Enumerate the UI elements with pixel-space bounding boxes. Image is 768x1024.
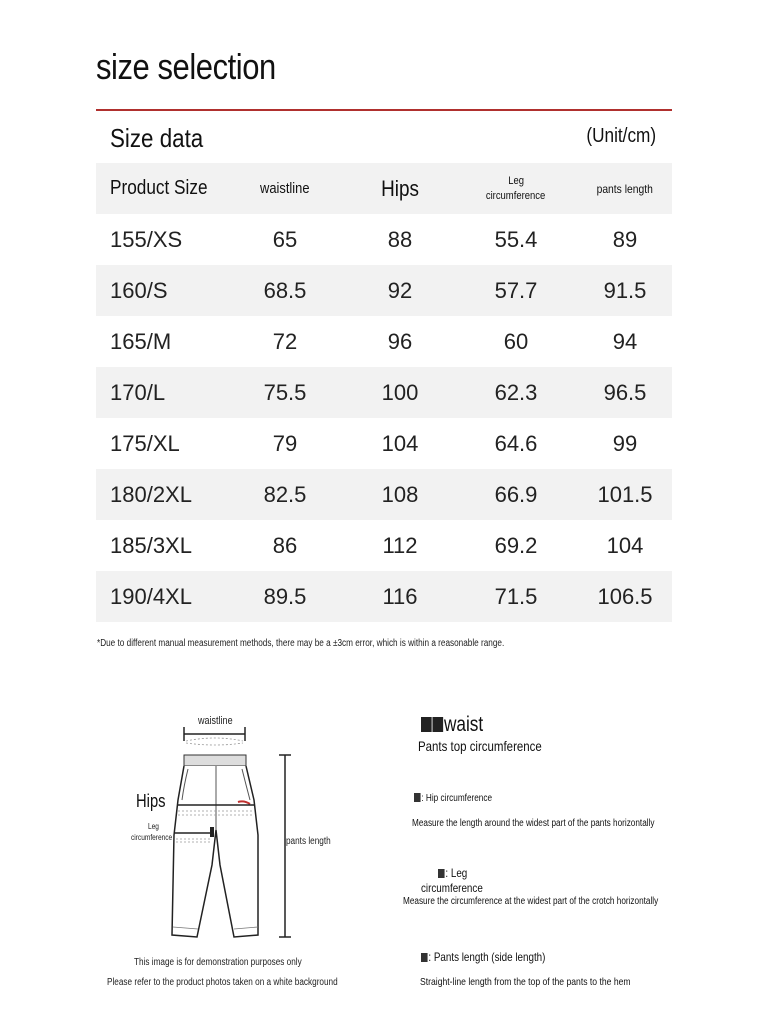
cell-hips: 88 (387, 226, 413, 252)
cell-length: 94 (612, 328, 638, 354)
legend-leg-title-2: circumference (421, 881, 483, 895)
cell-hips: 116 (382, 583, 418, 609)
cell-length: 101.5 (597, 481, 653, 507)
cell-size: 155/XS (110, 226, 183, 252)
diagram-leg-label-2: circumference (131, 833, 173, 842)
table-row (96, 265, 672, 316)
cell-length: 99 (612, 430, 638, 456)
cell-hips: 96 (387, 328, 413, 354)
cell-leg: 64.6 (494, 430, 538, 456)
diagram-waistline-label: waistline (198, 715, 233, 727)
table-row (96, 571, 672, 622)
diagram-caption-2: Please refer to the product photos taken on a white background (107, 977, 338, 988)
cell-length: 89 (612, 226, 638, 252)
cell-hips: 92 (387, 277, 413, 303)
header-waistline: waistline (260, 180, 310, 197)
cell-length: 96.5 (603, 379, 647, 405)
cell-waist: 82.5 (263, 481, 307, 507)
table-row (96, 418, 672, 469)
cell-hips: 112 (382, 532, 418, 558)
cell-leg: 71.5 (494, 583, 538, 609)
diagram-hips-label: Hips (136, 791, 166, 811)
diagram-length-label: pants length (286, 836, 331, 847)
cell-hips: 100 (381, 379, 419, 405)
cell-hips: 108 (381, 481, 419, 507)
legend-waist-desc: Pants top circumference (418, 738, 542, 754)
cell-waist: 65 (272, 226, 298, 252)
legend-length-title: : Pants length (side length) (421, 950, 545, 964)
cell-size: 165/M (110, 328, 172, 354)
placeholder-glyph-icon (421, 953, 428, 962)
unit-label: (Unit/cm) (586, 125, 656, 147)
cell-length: 104 (606, 532, 644, 558)
cell-waist: 89.5 (263, 583, 307, 609)
table-header-row (96, 163, 672, 214)
cell-leg: 55.4 (494, 226, 538, 252)
legend-waist-title: waist (421, 713, 483, 737)
measurement-note: *Due to different manual measurement methods, there may be a ±3cm error, which is within a reasonable range. (97, 638, 505, 649)
cell-leg: 69.2 (494, 532, 538, 558)
placeholder-glyph-icon (414, 793, 421, 802)
legend-length-desc: Straight-line length from the top of the pants to the hem (420, 976, 631, 988)
size-table (96, 163, 672, 622)
table-row (96, 469, 672, 520)
cell-size: 190/4XL (110, 583, 192, 609)
diagram-leg-label-1: Leg (148, 822, 159, 831)
title-divider (96, 109, 672, 111)
cell-leg: 57.7 (494, 277, 538, 303)
cell-length: 91.5 (603, 277, 647, 303)
table-row (96, 214, 672, 265)
placeholder-glyph-icon (421, 717, 432, 732)
table-row (96, 367, 672, 418)
cell-waist: 72 (272, 328, 298, 354)
placeholder-glyph-icon (432, 717, 443, 732)
table-row (96, 520, 672, 571)
cell-waist: 86 (272, 532, 298, 558)
cell-leg: 60 (503, 328, 529, 354)
pants-illustration-icon (100, 705, 350, 945)
pants-diagram (100, 705, 350, 945)
cell-size: 170/L (110, 379, 166, 405)
legend-hip-desc: Measure the length around the widest part of the pants horizontally (412, 818, 655, 829)
cell-waist: 68.5 (263, 277, 307, 303)
size-data-heading: Size data (110, 123, 204, 153)
header-product-size: Product Size (110, 177, 208, 199)
header-hips: Hips (381, 175, 419, 201)
header-leg-circumference: Leg circumference (486, 174, 546, 202)
placeholder-glyph-icon (438, 869, 445, 878)
cell-waist: 75.5 (263, 379, 307, 405)
header-pants-length: pants length (596, 181, 654, 196)
cell-size: 175/XL (110, 430, 180, 456)
cell-hips: 104 (381, 430, 419, 456)
cell-size: 160/S (110, 277, 168, 303)
cell-length: 106.5 (597, 583, 653, 609)
diagram-caption-1: This image is for demonstration purposes only (134, 957, 302, 968)
legend-leg-desc: Measure the circumference at the widest part of the crotch horizontally (403, 896, 659, 907)
cell-waist: 79 (272, 430, 298, 456)
cell-size: 185/3XL (110, 532, 192, 558)
cell-leg: 66.9 (494, 481, 538, 507)
cell-leg: 62.3 (494, 379, 538, 405)
legend-hip-title: : Hip circumference (414, 793, 492, 804)
table-row (96, 316, 672, 367)
page-title: size selection (96, 46, 276, 87)
legend-leg-title-1: : Leg (438, 866, 467, 880)
cell-size: 180/2XL (110, 481, 192, 507)
